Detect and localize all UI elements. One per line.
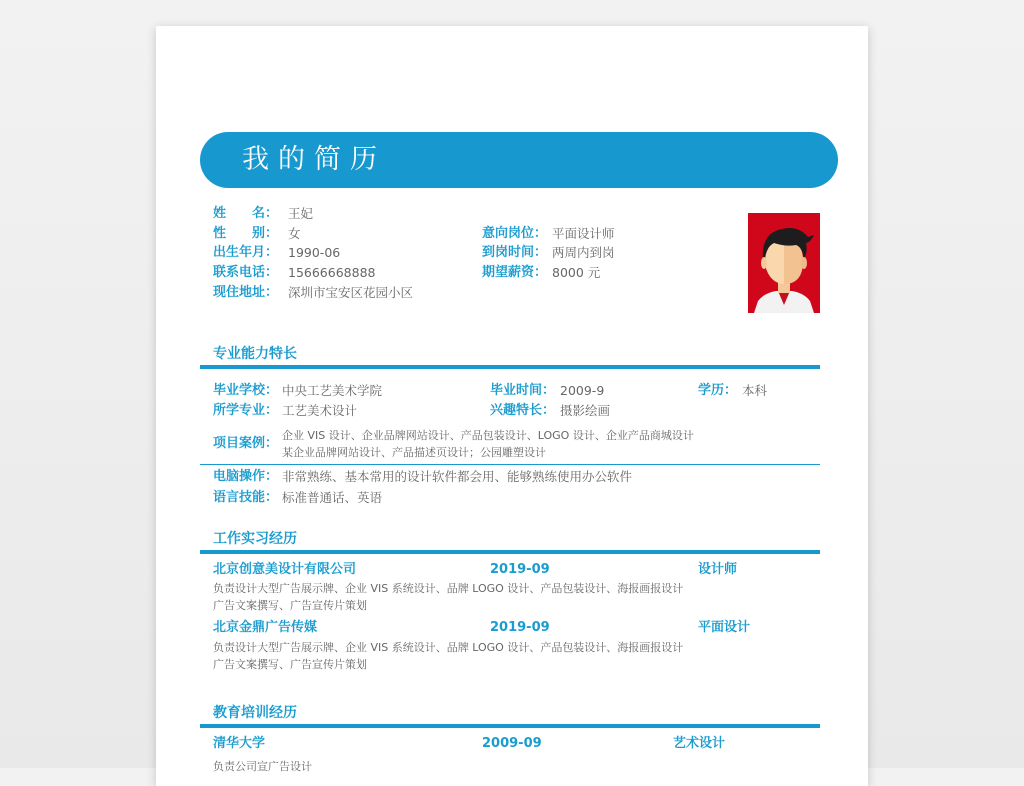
cases-label: 项目案例： bbox=[213, 436, 279, 451]
work-2-date: 2019-09 bbox=[490, 620, 550, 635]
edu-1-date: 2009-09 bbox=[482, 736, 542, 751]
salary-value: 8000 元 bbox=[552, 265, 601, 280]
hobby-value: 摄影绘画 bbox=[560, 403, 611, 418]
computer-label: 电脑操作： bbox=[213, 469, 279, 484]
work-divider bbox=[200, 550, 820, 554]
edu-1-school: 清华大学 bbox=[213, 736, 266, 751]
name-value: 王妃 bbox=[288, 206, 314, 221]
address-label: 现住地址： bbox=[213, 285, 279, 300]
skills-inner-divider bbox=[200, 464, 820, 465]
language-value: 标准普通话、英语 bbox=[282, 490, 383, 505]
phone-label: 联系电话： bbox=[213, 265, 279, 280]
skills-divider bbox=[200, 365, 820, 369]
major-label: 所学专业： bbox=[213, 403, 279, 418]
salary-label: 期望薪资： bbox=[482, 265, 548, 280]
edu-1-major: 艺术设计 bbox=[673, 736, 726, 751]
school-label: 毕业学校： bbox=[213, 383, 279, 398]
work-2-company: 北京金鼎广告传媒 bbox=[213, 620, 318, 635]
hobby-label: 兴趣特长： bbox=[490, 403, 556, 418]
avatar bbox=[748, 213, 820, 313]
title-banner bbox=[200, 132, 838, 188]
address-value: 深圳市宝安区花园小区 bbox=[288, 285, 414, 300]
skills-section-title: 专业能力特长 bbox=[213, 346, 297, 362]
arrival-value: 两周内到岗 bbox=[552, 245, 615, 260]
work-2-role: 平面设计 bbox=[698, 620, 751, 635]
work-1-desc-1: 负责设计大型广告展示牌、企业 VIS 系统设计、品牌 LOGO 设计、产品包装设计、海报画报设计 bbox=[213, 582, 684, 595]
language-label: 语言技能： bbox=[213, 490, 279, 505]
work-2-desc-1: 负责设计大型广告展示牌、企业 VIS 系统设计、品牌 LOGO 设计、产品包装设计、海报画报设计 bbox=[213, 641, 684, 654]
cases-line-2: 某企业品牌网站设计、产品描述页设计；公园雕塑设计 bbox=[282, 446, 546, 459]
gender-label: 性 别： bbox=[213, 226, 279, 241]
work-1-company: 北京创意美设计有限公司 bbox=[213, 562, 357, 577]
position-label: 意向岗位： bbox=[482, 226, 548, 241]
page-title: 我的简历 bbox=[242, 144, 386, 175]
work-2-desc-2: 广告文案撰写、广告宣传片策划 bbox=[213, 658, 367, 671]
person-avatar-icon bbox=[748, 213, 820, 313]
edu-1-desc-1: 负责公司宣广告设计 bbox=[213, 760, 312, 773]
phone-value: 15666668888 bbox=[288, 265, 376, 280]
work-1-desc-2: 广告文案撰写、广告宣传片策划 bbox=[213, 599, 367, 612]
work-section-title: 工作实习经历 bbox=[213, 531, 297, 547]
gender-value: 女 bbox=[288, 226, 301, 241]
computer-value: 非常熟练、基本常用的设计软件都会用、能够熟练使用办公软件 bbox=[282, 469, 633, 484]
cases-line-1: 企业 VIS 设计、企业品牌网站设计、产品包装设计、LOGO 设计、企业产品商城设计 bbox=[282, 429, 694, 442]
work-1-role: 设计师 bbox=[698, 562, 738, 577]
school-value: 中央工艺美术学院 bbox=[282, 383, 383, 398]
degree-label: 学历： bbox=[698, 383, 738, 398]
birth-value: 1990-06 bbox=[288, 245, 341, 260]
education-section-title: 教育培训经历 bbox=[213, 705, 297, 721]
position-value: 平面设计师 bbox=[552, 226, 615, 241]
arrival-label: 到岗时间： bbox=[482, 245, 548, 260]
major-value: 工艺美术设计 bbox=[282, 403, 358, 418]
birth-label: 出生年月： bbox=[213, 245, 279, 260]
grad-time-value: 2009-9 bbox=[560, 383, 605, 398]
education-divider bbox=[200, 724, 820, 728]
work-1-date: 2019-09 bbox=[490, 562, 550, 577]
degree-value: 本科 bbox=[742, 383, 768, 398]
grad-time-label: 毕业时间： bbox=[490, 383, 556, 398]
name-label: 姓 名： bbox=[213, 206, 279, 221]
